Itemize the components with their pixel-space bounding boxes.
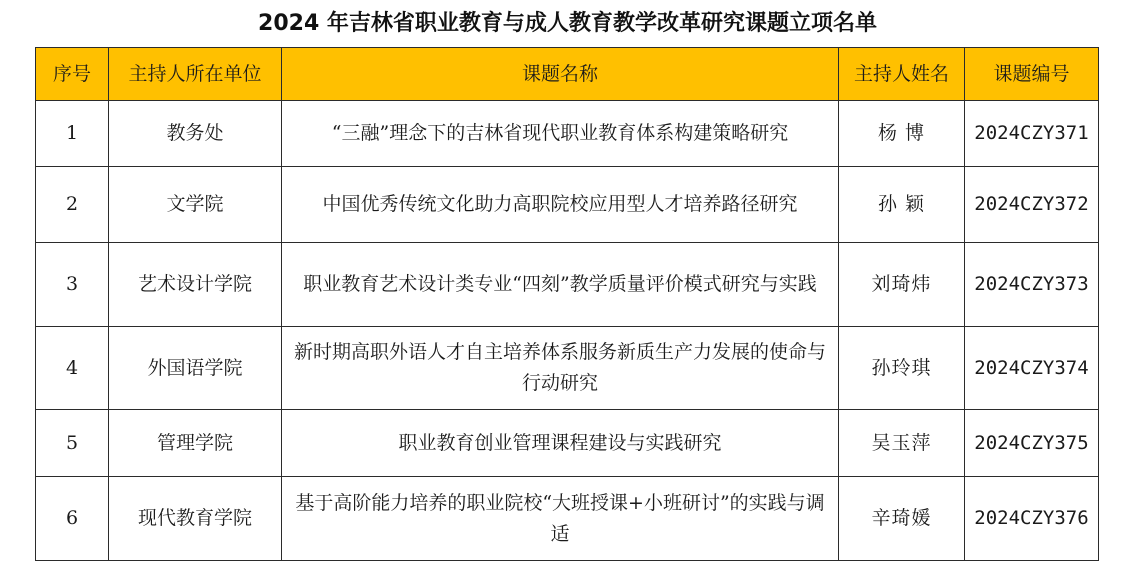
cell-topic: 新时期高职外语人才自主培养体系服务新质生产力发展的使命与行动研究	[282, 327, 839, 410]
cell-host: 刘琦炜	[839, 243, 965, 327]
cell-host: 孙玲琪	[839, 327, 965, 410]
table-row	[36, 327, 1099, 410]
cell-unit: 教务处	[109, 101, 282, 167]
cell-no: 3	[36, 243, 109, 327]
cell-unit: 现代教育学院	[109, 477, 282, 561]
cell-no: 1	[36, 101, 109, 167]
cell-code: 2024CZY375	[965, 410, 1099, 477]
cell-no: 6	[36, 477, 109, 561]
cell-topic: 职业教育创业管理课程建设与实践研究	[282, 410, 839, 477]
cell-no: 4	[36, 327, 109, 410]
cell-unit: 外国语学院	[109, 327, 282, 410]
cell-topic: 基于高阶能力培养的职业院校“大班授课+小班研讨”的实践与调适	[282, 477, 839, 561]
header-code: 课题编号	[965, 48, 1099, 101]
table-row	[36, 477, 1099, 561]
header-no: 序号	[36, 48, 109, 101]
cell-host: 杨 博	[839, 101, 965, 167]
header-host: 主持人姓名	[839, 48, 965, 101]
document-title: 2024 年吉林省职业教育与成人教育教学改革研究课题立项名单	[258, 11, 877, 36]
cell-topic: 职业教育艺术设计类专业“四刻”教学质量评价模式研究与实践	[282, 243, 839, 327]
cell-code: 2024CZY372	[965, 167, 1099, 243]
cell-code: 2024CZY371	[965, 101, 1099, 167]
project-list-table	[35, 47, 1099, 561]
header-topic: 课题名称	[282, 48, 839, 101]
cell-code: 2024CZY374	[965, 327, 1099, 410]
cell-no: 5	[36, 410, 109, 477]
table-row	[36, 243, 1099, 327]
table-header-row	[36, 48, 1099, 101]
table-row	[36, 101, 1099, 167]
cell-unit: 艺术设计学院	[109, 243, 282, 327]
header-unit: 主持人所在单位	[109, 48, 282, 101]
cell-host: 孙 颖	[839, 167, 965, 243]
cell-unit: 文学院	[109, 167, 282, 243]
cell-code: 2024CZY376	[965, 477, 1099, 561]
table-row	[36, 410, 1099, 477]
cell-topic: “三融”理念下的吉林省现代职业教育体系构建策略研究	[282, 101, 839, 167]
cell-host: 吴玉萍	[839, 410, 965, 477]
table-row	[36, 167, 1099, 243]
cell-code: 2024CZY373	[965, 243, 1099, 327]
cell-no: 2	[36, 167, 109, 243]
cell-topic: 中国优秀传统文化助力高职院校应用型人才培养路径研究	[282, 167, 839, 243]
cell-unit: 管理学院	[109, 410, 282, 477]
cell-host: 辛琦媛	[839, 477, 965, 561]
